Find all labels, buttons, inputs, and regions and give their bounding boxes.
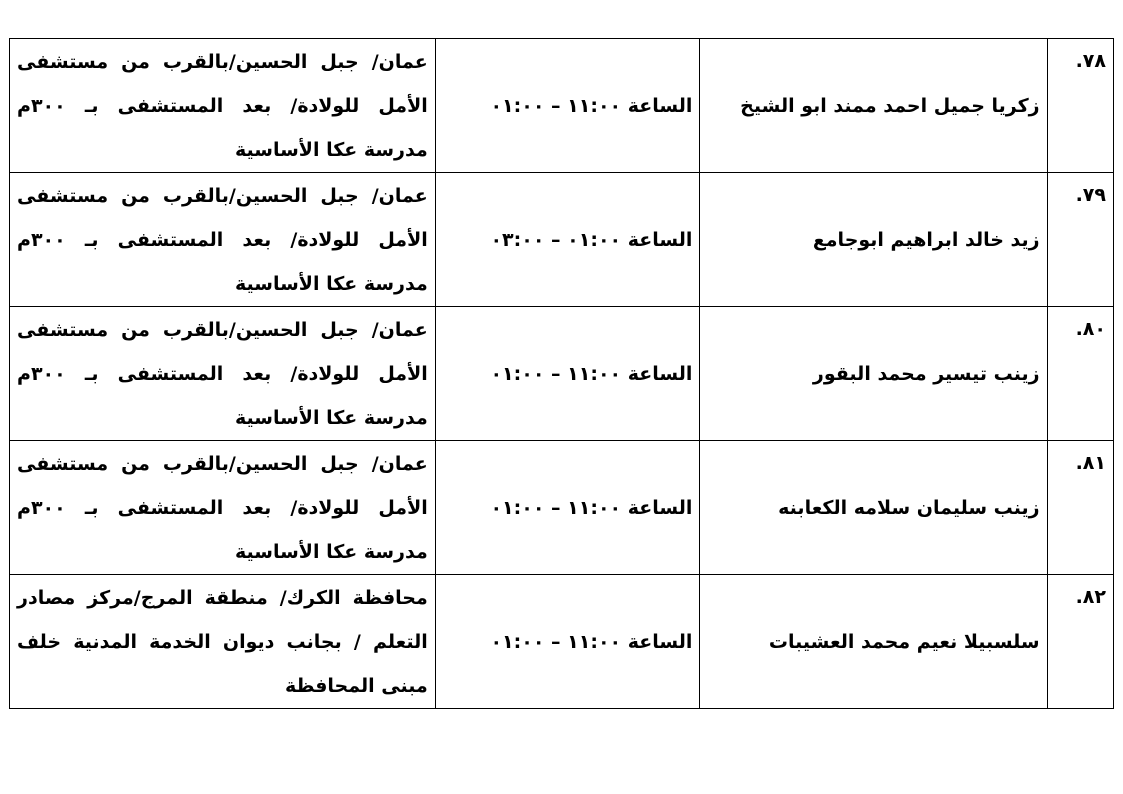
table-row [10,307,1114,441]
row-number-cell [1047,173,1113,307]
time-cell: الساعة ١١:٠٠ – ٠١:٠٠ [435,39,700,173]
row-number-cell [1047,39,1113,173]
row-number: ٨١. [1075,452,1106,474]
table-row [10,39,1114,173]
table-row [10,173,1114,307]
row-number-cell [1047,441,1113,575]
row-number: ٨٠. [1075,318,1106,340]
address-text: عمان/ جبل الحسين/بالقرب من مستشفى الأمل للولادة/ بعد المستشفى بـ ٣٠٠م مدرسة عكا الأساسية [17,184,428,295]
row-number: ٧٨. [1075,50,1106,72]
address-cell [10,39,436,173]
document-page [9,38,1114,709]
row-number-cell [1047,575,1113,709]
time-cell: الساعة ١١:٠٠ – ٠١:٠٠ [435,575,700,709]
address-text: محافظة الكرك/ منطقة المرج/مركز مصادر التعلم / بجانب ديوان الخدمة المدنية خلف مبنى المحافظة [17,586,428,697]
schedule-table [9,38,1114,709]
time-cell: الساعة ١١:٠٠ – ٠١:٠٠ [435,441,700,575]
time-cell: الساعة ٠١:٠٠ – ٠٣:٠٠ [435,173,700,307]
row-number: ٧٩. [1075,184,1106,206]
table-row [10,441,1114,575]
name-cell: زيد خالد ابراهيم ابوجامع [700,173,1047,307]
name-cell: زكريا جميل احمد ممند ابو الشيخ [700,39,1047,173]
time-cell: الساعة ١١:٠٠ – ٠١:٠٠ [435,307,700,441]
row-number-cell [1047,307,1113,441]
name-cell: سلسبيلا نعيم محمد العشيبات [700,575,1047,709]
address-text: عمان/ جبل الحسين/بالقرب من مستشفى الأمل للولادة/ بعد المستشفى بـ ٣٠٠م مدرسة عكا الأساسية [17,50,428,161]
table-row [10,575,1114,709]
address-cell [10,173,436,307]
name-cell: زينب تيسير محمد البقور [700,307,1047,441]
address-cell [10,307,436,441]
name-cell: زينب سليمان سلامه الكعابنه [700,441,1047,575]
address-cell [10,575,436,709]
address-text: عمان/ جبل الحسين/بالقرب من مستشفى الأمل للولادة/ بعد المستشفى بـ ٣٠٠م مدرسة عكا الأساسية [17,452,428,563]
address-text: عمان/ جبل الحسين/بالقرب من مستشفى الأمل للولادة/ بعد المستشفى بـ ٣٠٠م مدرسة عكا الأساسية [17,318,428,429]
row-number: ٨٢. [1075,586,1106,608]
address-cell [10,441,436,575]
